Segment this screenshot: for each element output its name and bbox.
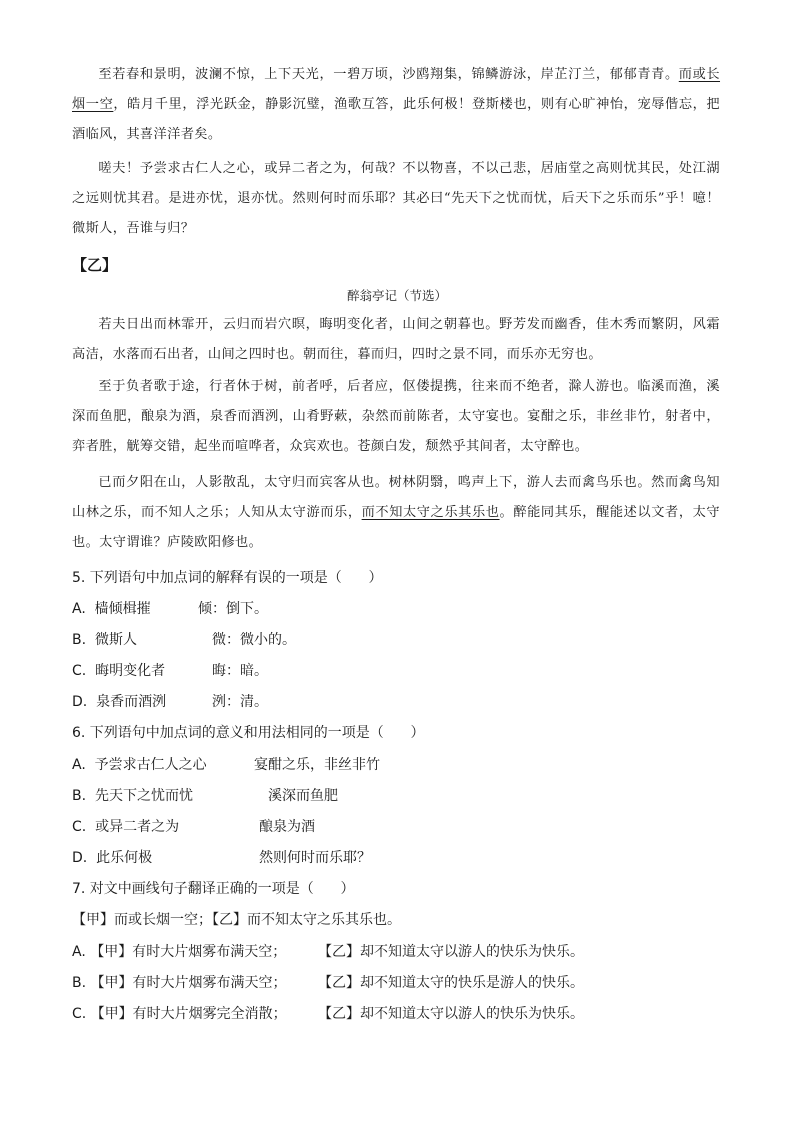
q6-option-a-pair: 宴酣之乐，非丝非竹: [254, 757, 380, 773]
yi-p2-text: 至于负者歌于途，行者休于树，前者呼，后者应，伛偻提携，往来而不绝者，滁人游也。临溪而渔，溪深而鱼肥，酿泉为酒，泉香而酒洌，山肴野蔌，杂然而前陈者，太守宴也。宴酣之乐，非丝非竹，射者中，弈者胜，觥筹交错，起坐而喧哗者，众宾欢也。苍颜白发，颓然乎其间者，太守醉也。: [72, 379, 720, 454]
q7-option-c-yi: 【乙】却不知道太守以游人的快乐为快乐。: [318, 1006, 584, 1022]
jia-p1-text-after: ，皓月千里，浮光跃金，静影沉璧，渔歌互答，此乐何极！登斯楼也，则有心旷神怡，宠辱偕忘，把酒临风，其喜洋洋者矣。: [72, 97, 720, 142]
q6-option-d[interactable]: D. 此乐何极: [72, 850, 153, 866]
yi-p3-text-before: 已而夕阳在山，人影散乱，太守归而宾客从也。树林阴翳，鸣声上下，游人去而禽鸟乐也。然而禽鸟知山林之乐，而不知人之乐；人知从太守游而乐，: [72, 475, 720, 520]
yi-paragraph-2: [72, 372, 720, 462]
jia-p2-text: 嗟夫！予尝求古仁人之心，或异二者之为，何哉？不以物喜，不以己悲，居庙堂之高则忧其民，处江湖之远则忧其君。是进亦忧，退亦忧。然则何时而乐耶？其必曰“先天下之忧而忧，后天下之乐而乐”乎！噫！微斯人，吾谁与归？: [72, 161, 720, 236]
q7-option-b-yi: 【乙】却不知道太守的快乐是游人的快乐。: [318, 975, 584, 991]
q5-option-b[interactable]: B. 微斯人: [72, 632, 137, 648]
jia-paragraph-1: [72, 60, 720, 150]
q6-option-b[interactable]: B. 先天下之忧而忧: [72, 788, 193, 804]
yi-p3-text-after: 。醉能同其乐，醒能述以文者，太守也。太守谓谁？庐陵欧阳修也。: [72, 505, 721, 550]
q5-option-d-gloss: 洌：清。: [212, 694, 268, 710]
q5-option-b-gloss: 微：微小的。: [212, 632, 296, 648]
q7-option-b[interactable]: B. 【甲】有时大片烟雾布满天空；: [72, 975, 287, 991]
yi-passage-title: 醉翁亭记（节选）: [346, 288, 447, 303]
q5-option-a[interactable]: A. 樯倾楫摧: [72, 601, 151, 617]
q5-stem: 5. 下列语句中加点词的解释有误的一项是（ ）: [72, 570, 383, 586]
yi-p1-text: 若夫日出而林霏开，云归而岩穴暝，晦明变化者，山间之朝暮也。野芳发而幽香，佳木秀而繁阴，风霜高洁，水落而石出者，山间之四时也。朝而往，暮而归，四时之景不同，而乐亦无穷也。: [72, 317, 720, 362]
yi-paragraph-1: [72, 310, 720, 370]
q6-option-c[interactable]: C. 或异二者之为: [72, 819, 180, 835]
jia-underlined-sentence: 而或长烟一空: [72, 67, 721, 112]
q6-option-c-pair: 酿泉为酒: [259, 819, 315, 835]
q7-option-a[interactable]: A. 【甲】有时大片烟雾布满天空；: [72, 944, 287, 960]
q7-stem: 7. 对文中画线句子翻译正确的一项是（ ）: [72, 881, 355, 897]
q5-option-c[interactable]: C. 晦明变化者: [72, 663, 166, 679]
q6-option-a[interactable]: A. 予尝求古仁人之心: [72, 757, 207, 773]
q6-stem: 6. 下列语句中加点词的意义和用法相同的一项是（ ）: [72, 725, 425, 741]
q6-option-b-pair: 溪深而鱼肥: [268, 788, 338, 804]
q5-option-a-gloss: 倾：倒下。: [198, 601, 268, 617]
yi-paragraph-3: [72, 468, 720, 558]
q5-option-c-gloss: 晦：暗。: [212, 663, 268, 679]
jia-p1-text-before: 至若春和景明，波澜不惊，上下天光，一碧万顷，沙鸥翔集，锦鳞游泳，岸芷汀兰，郁郁青青。: [98, 67, 679, 82]
q5-option-d[interactable]: D. 泉香而酒洌: [72, 694, 167, 710]
q6-option-d-pair: 然则何时而乐耶？: [259, 850, 371, 866]
q7-sentences: 【甲】而或长烟一空；【乙】而不知太守之乐其乐也。: [72, 912, 401, 928]
q7-option-c[interactable]: C. 【甲】有时大片烟雾完全消散；: [72, 1006, 287, 1022]
jia-paragraph-2: [72, 154, 720, 244]
q7-option-a-yi: 【乙】却不知道太守以游人的快乐为快乐。: [318, 944, 584, 960]
label-yi: 【乙】: [72, 256, 118, 274]
yi-underlined-sentence: 而不知太守之乐其乐也: [361, 505, 500, 520]
